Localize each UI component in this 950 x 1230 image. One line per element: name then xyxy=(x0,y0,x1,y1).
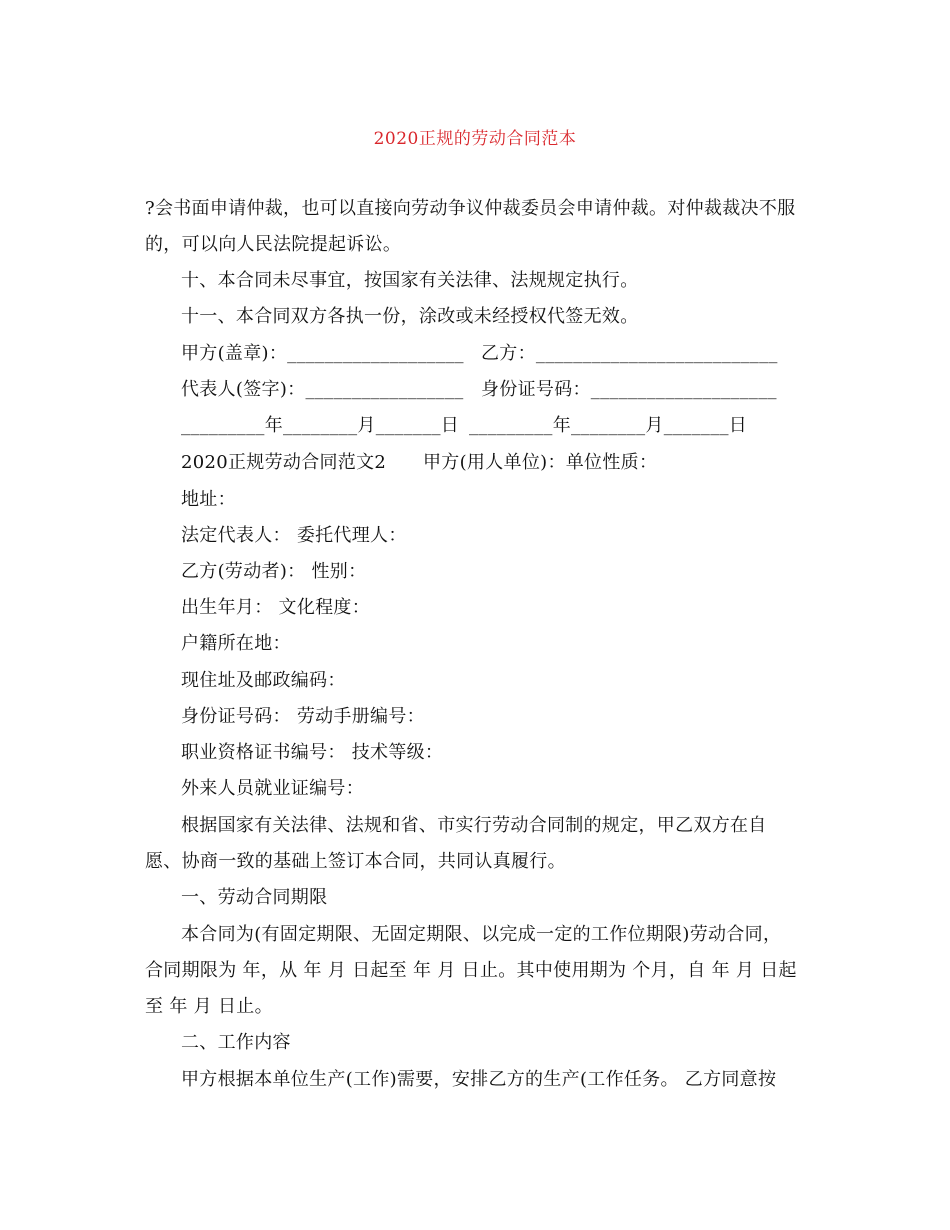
template2-party-a: 甲方(用人单位)：单位性质： xyxy=(423,452,658,473)
id-number-field: 身份证号码：____________________ xyxy=(481,379,777,400)
party-b-field: 乙方：__________________________ xyxy=(481,343,778,364)
section-1-line: 合同期限为 年，从 年 月 日起至 年 月 日止。其中使用期为 个月，自 年 月 日起 xyxy=(145,960,797,981)
template2-heading: 2020正规劳动合同范文2 xyxy=(181,452,387,473)
date-field-a: _________年________月_______日 xyxy=(181,415,460,436)
clause-ten: 十、本合同未尽事宜，按国家有关法律、法规规定执行。 xyxy=(181,270,639,291)
intro-line: 愿、协商一致的基础上签订本合同，共同认真履行。 xyxy=(145,851,566,872)
field-qualification: 职业资格证书编号： 技术等级： xyxy=(181,742,444,763)
field-id-number: 身份证号码： 劳动手册编号： xyxy=(181,706,425,727)
field-address: 地址： xyxy=(181,489,236,510)
field-current-address: 现住址及邮政编码： xyxy=(181,670,346,691)
paragraph-line: 的，可以向人民法院提起诉讼。 xyxy=(145,234,402,255)
section-2-line: 甲方根据本单位生产(工作)需要，安排乙方的生产(工作任务。 乙方同意按 xyxy=(181,1069,777,1090)
party-a-seal-field: 甲方(盖章)：___________________ xyxy=(181,343,464,364)
section-2-title: 二、工作内容 xyxy=(181,1032,291,1053)
section-1-line: 本合同为(有固定期限、无固定期限、以完成一定的工作位期限)劳动合同， xyxy=(181,924,782,945)
intro-line: 根据国家有关法律、法规和省、市实行劳动合同制的规定，甲乙双方在自 xyxy=(181,815,767,836)
field-legal-rep: 法定代表人： 委托代理人： xyxy=(181,525,407,546)
document-title: 2020正规的劳动合同范本 xyxy=(373,129,577,149)
paragraph-line: ?会书面申请仲裁，也可以直接向劳动争议仲裁委员会申请仲裁。对仲裁裁决不服 xyxy=(145,198,796,219)
field-birth: 出生年月： 文化程度： xyxy=(181,597,371,618)
field-household: 户籍所在地： xyxy=(181,633,291,654)
date-field-b: _________年________月_______日 xyxy=(469,415,748,436)
section-1-line: 至 年 月 日止。 xyxy=(145,996,273,1017)
representative-sign-field: 代表人(签字)：_________________ xyxy=(181,379,464,400)
clause-eleven: 十一、本合同双方各执一份，涂改或未经授权代签无效。 xyxy=(181,306,639,327)
field-party-b: 乙方(劳动者)： 性别： xyxy=(181,561,367,582)
section-1-title: 一、劳动合同期限 xyxy=(181,887,328,908)
field-employment-cert: 外来人员就业证编号： xyxy=(181,778,364,799)
